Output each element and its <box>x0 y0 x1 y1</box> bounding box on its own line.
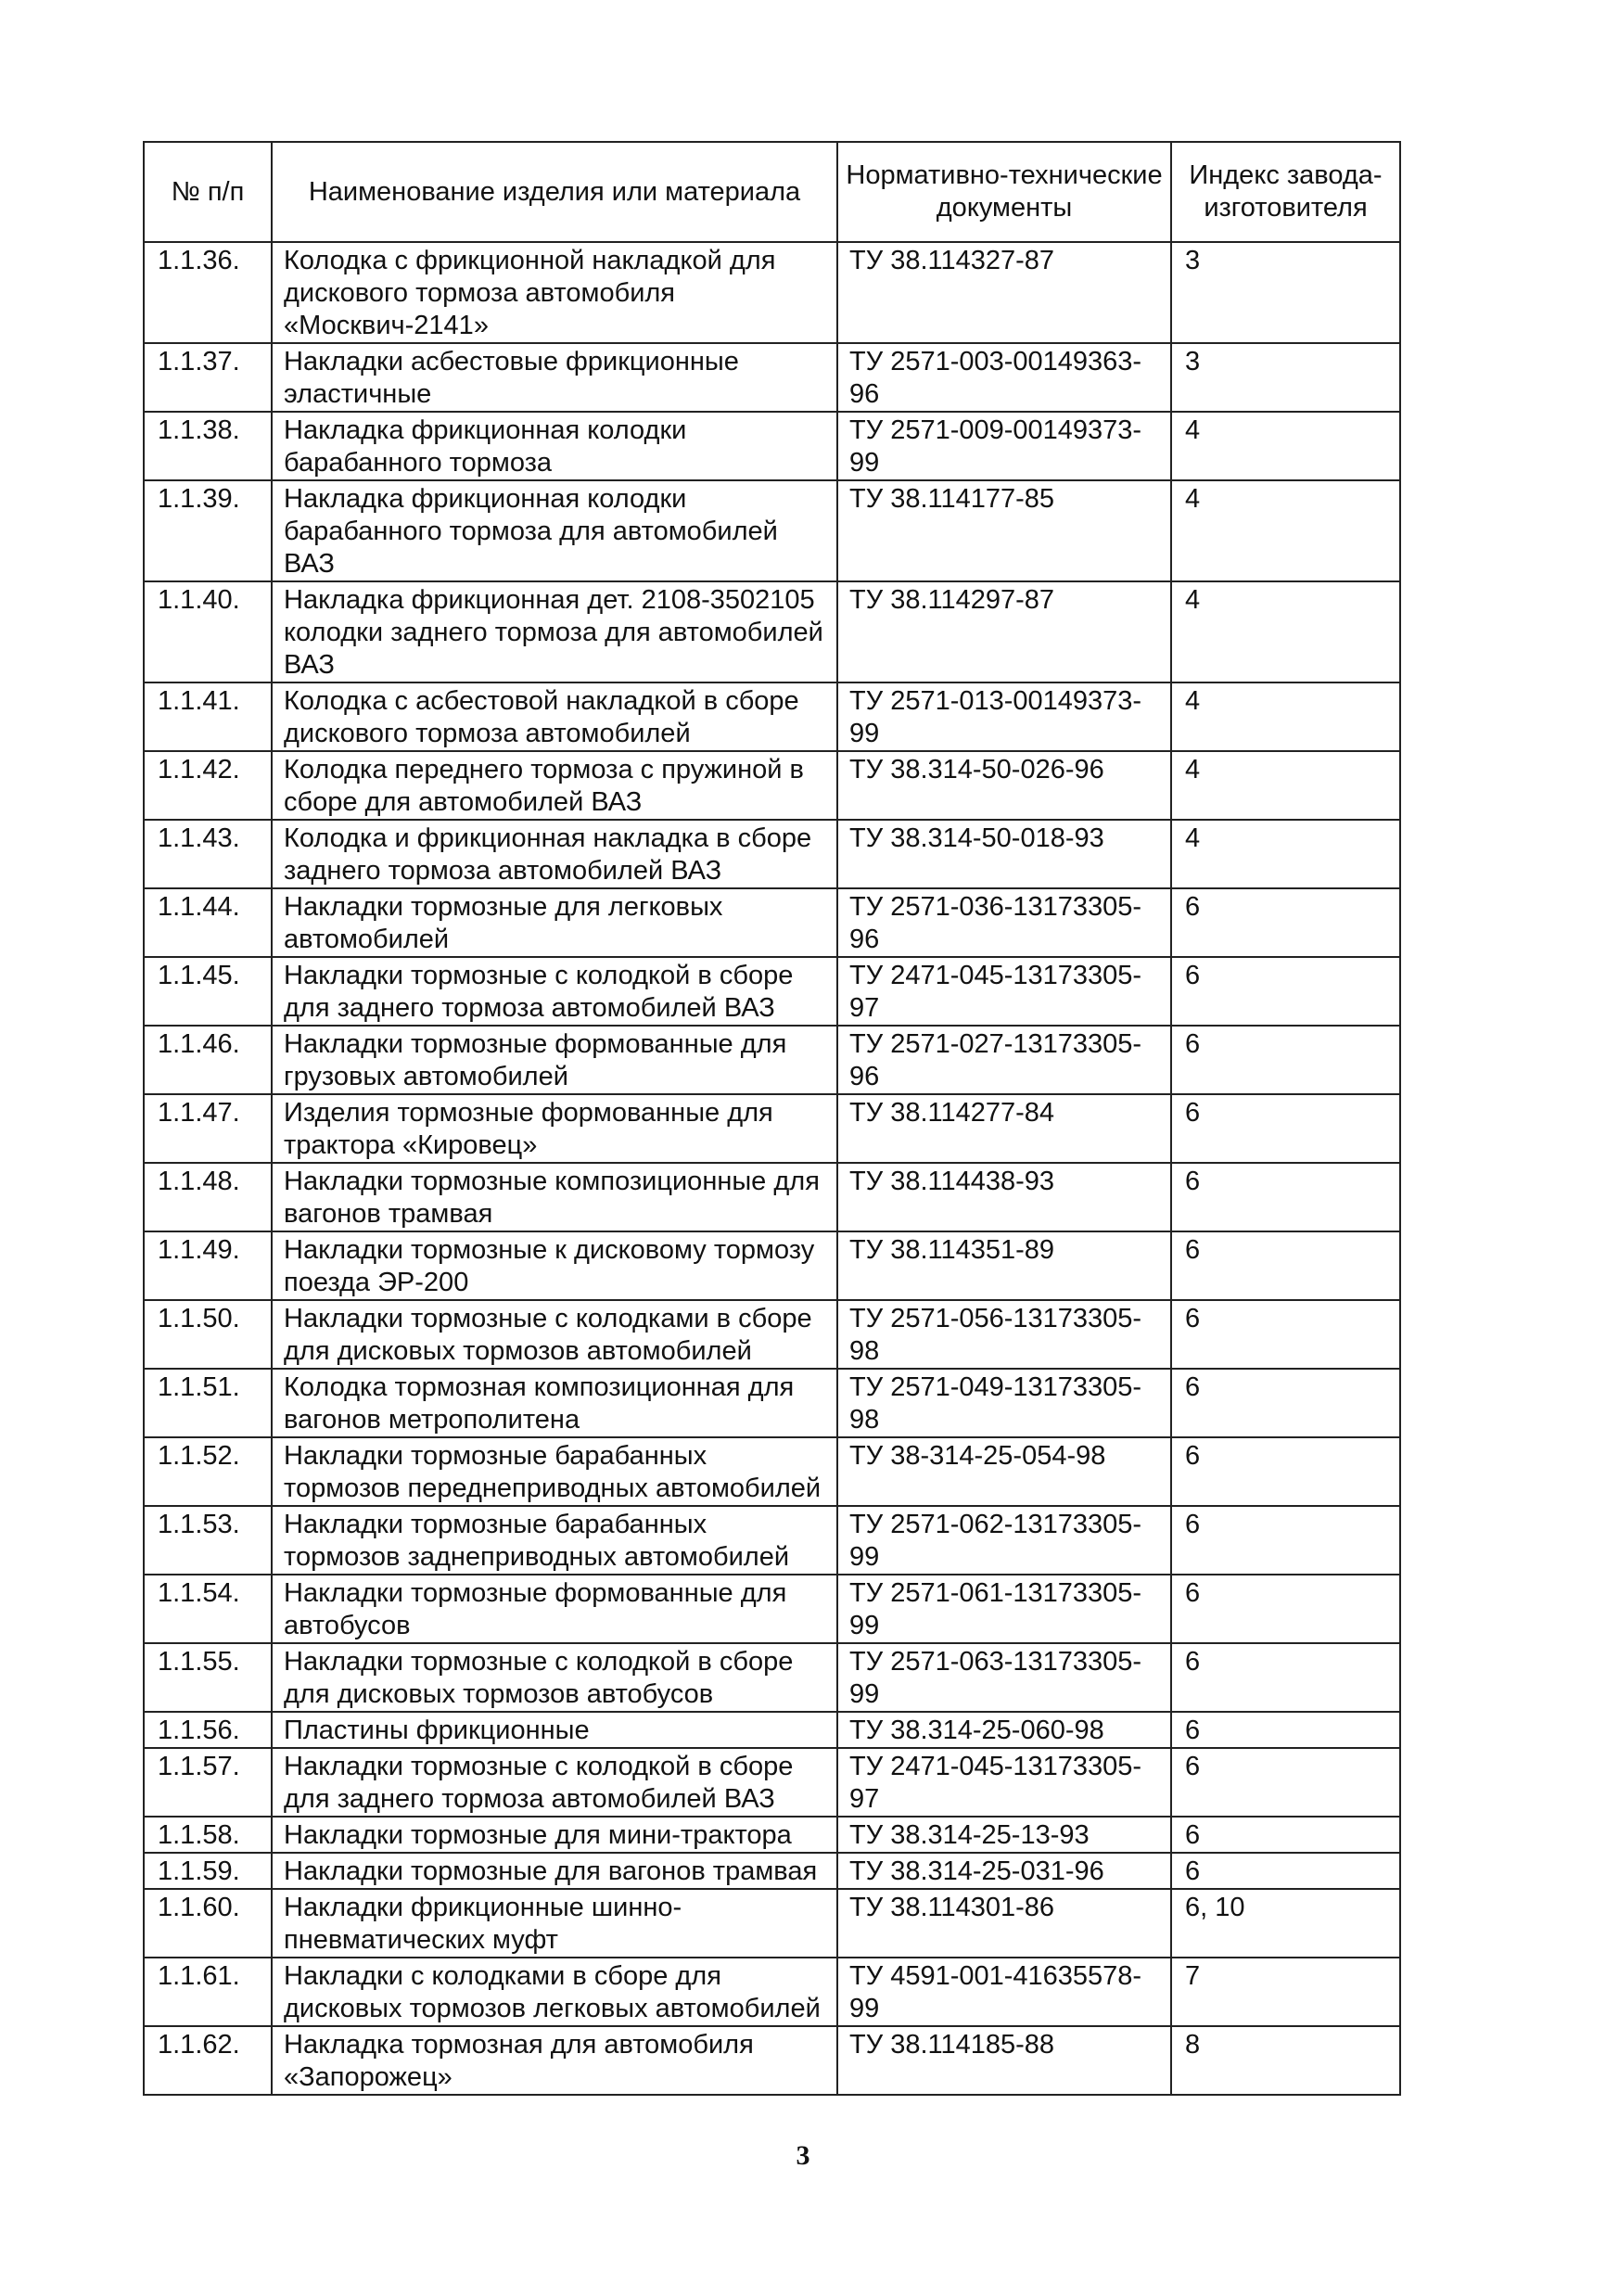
row-index: 6 <box>1171 1506 1400 1575</box>
row-document: ТУ 2571-063-13173305-99 <box>837 1643 1171 1712</box>
row-number: 1.1.55. <box>144 1643 272 1712</box>
row-document: ТУ 38.314-25-13-93 <box>837 1817 1171 1853</box>
row-number: 1.1.48. <box>144 1163 272 1231</box>
table-row <box>144 957 1400 1026</box>
row-document: ТУ 38.114351-89 <box>837 1231 1171 1300</box>
row-number: 1.1.38. <box>144 412 272 480</box>
table-row <box>144 1163 1400 1231</box>
row-index: 6 <box>1171 1300 1400 1369</box>
row-name: Накладки тормозные с колодкой в сборе для заднего тормоза автомобилей ВАЗ <box>272 957 837 1026</box>
header-num: № п/п <box>144 142 272 242</box>
row-index: 6 <box>1171 957 1400 1026</box>
row-name: Накладки тормозные с колодкой в сборе для заднего тормоза автомобилей ВАЗ <box>272 1748 837 1817</box>
row-index: 4 <box>1171 820 1400 888</box>
table-row <box>144 1958 1400 2026</box>
row-name: Накладки тормозные для легковых автомобилей <box>272 888 837 957</box>
row-index: 4 <box>1171 682 1400 751</box>
table-row <box>144 1643 1400 1712</box>
row-number: 1.1.54. <box>144 1575 272 1643</box>
table-body <box>144 242 1400 2095</box>
table-row <box>144 2026 1400 2095</box>
row-number: 1.1.44. <box>144 888 272 957</box>
row-document: ТУ 2471-045-13173305-97 <box>837 957 1171 1026</box>
row-name: Накладки тормозные с колодками в сборе для дисковых тормозов автомобилей <box>272 1300 837 1369</box>
table-row <box>144 1300 1400 1369</box>
row-number: 1.1.45. <box>144 957 272 1026</box>
table-row <box>144 888 1400 957</box>
row-name: Накладка тормозная для автомобиля «Запорожец» <box>272 2026 837 2095</box>
page-number: 3 <box>796 2140 810 2171</box>
row-index: 6 <box>1171 1231 1400 1300</box>
row-document: ТУ 38.314-50-026-96 <box>837 751 1171 820</box>
row-name: Колодка и фрикционная накладка в сборе заднего тормоза автомобилей ВАЗ <box>272 820 837 888</box>
document-table <box>143 141 1401 2096</box>
row-name: Колодка переднего тормоза с пружиной в сборе для автомобилей ВАЗ <box>272 751 837 820</box>
row-number: 1.1.49. <box>144 1231 272 1300</box>
row-document: ТУ 2571-061-13173305-99 <box>837 1575 1171 1643</box>
row-number: 1.1.41. <box>144 682 272 751</box>
row-index: 4 <box>1171 581 1400 682</box>
row-document: ТУ 2571-003-00149363-96 <box>837 343 1171 412</box>
row-index: 6 <box>1171 1853 1400 1889</box>
row-index: 6 <box>1171 1437 1400 1506</box>
row-document: ТУ 2571-009-00149373-99 <box>837 412 1171 480</box>
row-document: ТУ 2571-013-00149373-99 <box>837 682 1171 751</box>
row-number: 1.1.51. <box>144 1369 272 1437</box>
row-document: ТУ 2571-062-13173305-99 <box>837 1506 1171 1575</box>
row-number: 1.1.60. <box>144 1889 272 1958</box>
row-number: 1.1.62. <box>144 2026 272 2095</box>
row-document: ТУ 2471-045-13173305-97 <box>837 1748 1171 1817</box>
row-name: Накладки тормозные для мини-трактора <box>272 1817 837 1853</box>
row-index: 6 <box>1171 888 1400 957</box>
row-name: Накладки тормозные формованные для грузовых автомобилей <box>272 1026 837 1094</box>
row-number: 1.1.52. <box>144 1437 272 1506</box>
row-number: 1.1.43. <box>144 820 272 888</box>
row-number: 1.1.36. <box>144 242 272 343</box>
table-row <box>144 343 1400 412</box>
table-row <box>144 1369 1400 1437</box>
row-document: ТУ 38-314-25-054-98 <box>837 1437 1171 1506</box>
table-row <box>144 1026 1400 1094</box>
table-row <box>144 1506 1400 1575</box>
row-name: Накладки фрикционные шинно-пневматических муфт <box>272 1889 837 1958</box>
row-document: ТУ 38.314-50-018-93 <box>837 820 1171 888</box>
row-document: ТУ 38.114297-87 <box>837 581 1171 682</box>
table-row <box>144 1817 1400 1853</box>
row-document: ТУ 38.114177-85 <box>837 480 1171 581</box>
row-number: 1.1.58. <box>144 1817 272 1853</box>
row-index: 6 <box>1171 1748 1400 1817</box>
table-row <box>144 1748 1400 1817</box>
row-document: ТУ 2571-049-13173305-98 <box>837 1369 1171 1437</box>
row-index: 6 <box>1171 1094 1400 1163</box>
row-name: Изделия тормозные формованные для трактора «Кировец» <box>272 1094 837 1163</box>
row-index: 6 <box>1171 1369 1400 1437</box>
row-index: 6 <box>1171 1163 1400 1231</box>
row-name: Накладки с колодками в сборе для дисковых тормозов легковых автомобилей <box>272 1958 837 2026</box>
row-index: 6 <box>1171 1026 1400 1094</box>
row-index: 7 <box>1171 1958 1400 2026</box>
row-index: 4 <box>1171 480 1400 581</box>
row-number: 1.1.47. <box>144 1094 272 1163</box>
row-document: ТУ 2571-056-13173305-98 <box>837 1300 1171 1369</box>
row-number: 1.1.39. <box>144 480 272 581</box>
row-name: Накладки тормозные с колодкой в сборе для дисковых тормозов автобусов <box>272 1643 837 1712</box>
table-row <box>144 1231 1400 1300</box>
table-row <box>144 1712 1400 1748</box>
row-name: Накладка фрикционная дет. 2108-3502105 колодки заднего тормоза для автомобилей ВАЗ <box>272 581 837 682</box>
row-document: ТУ 2571-036-13173305-96 <box>837 888 1171 957</box>
row-name: Колодка тормозная композиционная для вагонов метрополитена <box>272 1369 837 1437</box>
table-row <box>144 412 1400 480</box>
row-name: Накладки тормозные барабанных тормозов заднеприводных автомобилей <box>272 1506 837 1575</box>
row-index: 8 <box>1171 2026 1400 2095</box>
header-name: Наименование изделия или материала <box>272 142 837 242</box>
row-index: 3 <box>1171 242 1400 343</box>
row-name: Пластины фрикционные <box>272 1712 837 1748</box>
row-name: Накладки тормозные к дисковому тормозу поезда ЭР-200 <box>272 1231 837 1300</box>
table-header-row <box>144 142 1400 242</box>
row-number: 1.1.57. <box>144 1748 272 1817</box>
row-document: ТУ 38.114438-93 <box>837 1163 1171 1231</box>
row-number: 1.1.59. <box>144 1853 272 1889</box>
table-row <box>144 1889 1400 1958</box>
table-row <box>144 1094 1400 1163</box>
row-name: Колодка с фрикционной накладкой для дискового тормоза автомобиля «Москвич-2141» <box>272 242 837 343</box>
row-name: Колодка с асбестовой накладкой в сборе дискового тормоза автомобилей <box>272 682 837 751</box>
table-row <box>144 1437 1400 1506</box>
table-row <box>144 581 1400 682</box>
row-number: 1.1.42. <box>144 751 272 820</box>
row-document: ТУ 38.314-25-060-98 <box>837 1712 1171 1748</box>
row-name: Накладка фрикционная колодки барабанного тормоза для автомобилей ВАЗ <box>272 480 837 581</box>
row-document: ТУ 4591-001-41635578-99 <box>837 1958 1171 2026</box>
row-document: ТУ 38.114185-88 <box>837 2026 1171 2095</box>
row-document: ТУ 38.114301-86 <box>837 1889 1171 1958</box>
row-name: Накладки тормозные формованные для автобусов <box>272 1575 837 1643</box>
table-row <box>144 682 1400 751</box>
row-index: 6 <box>1171 1712 1400 1748</box>
row-number: 1.1.46. <box>144 1026 272 1094</box>
table-row <box>144 1575 1400 1643</box>
row-document: ТУ 2571-027-13173305-96 <box>837 1026 1171 1094</box>
row-number: 1.1.53. <box>144 1506 272 1575</box>
row-index: 6 <box>1171 1817 1400 1853</box>
header-docs: Нормативно-технические документы <box>837 142 1171 242</box>
row-number: 1.1.56. <box>144 1712 272 1748</box>
table-row <box>144 751 1400 820</box>
row-index: 6 <box>1171 1643 1400 1712</box>
row-name: Накладка фрикционная колодки барабанного тормоза <box>272 412 837 480</box>
row-number: 1.1.50. <box>144 1300 272 1369</box>
header-index: Индекс завода-изготовителя <box>1171 142 1400 242</box>
table-row <box>144 480 1400 581</box>
row-number: 1.1.37. <box>144 343 272 412</box>
row-document: ТУ 38.314-25-031-96 <box>837 1853 1171 1889</box>
row-index: 4 <box>1171 412 1400 480</box>
row-number: 1.1.61. <box>144 1958 272 2026</box>
table-row <box>144 820 1400 888</box>
row-name: Накладки тормозные барабанных тормозов переднеприводных автомобилей <box>272 1437 837 1506</box>
table-row <box>144 1853 1400 1889</box>
row-index: 6, 10 <box>1171 1889 1400 1958</box>
row-name: Накладки тормозные композиционные для вагонов трамвая <box>272 1163 837 1231</box>
row-number: 1.1.40. <box>144 581 272 682</box>
row-index: 3 <box>1171 343 1400 412</box>
row-document: ТУ 38.114327-87 <box>837 242 1171 343</box>
row-document: ТУ 38.114277-84 <box>837 1094 1171 1163</box>
table-row <box>144 242 1400 343</box>
row-name: Накладки тормозные для вагонов трамвая <box>272 1853 837 1889</box>
row-index: 4 <box>1171 751 1400 820</box>
row-name: Накладки асбестовые фрикционные эластичные <box>272 343 837 412</box>
row-index: 6 <box>1171 1575 1400 1643</box>
